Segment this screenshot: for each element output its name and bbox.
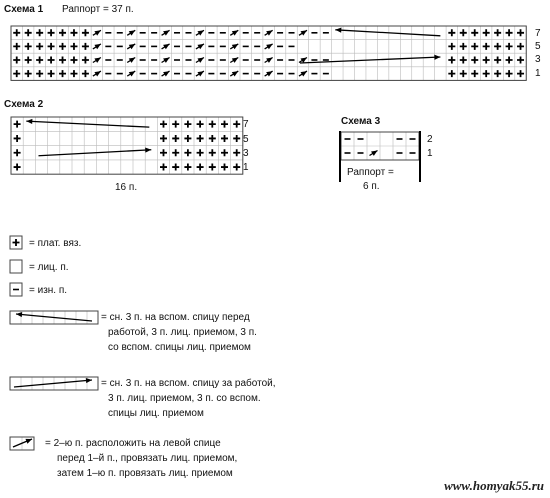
plat-symbol — [160, 135, 167, 142]
plat-symbol — [184, 164, 191, 171]
scheme2-row-label: 1 — [243, 162, 249, 173]
plat-symbol — [25, 70, 32, 77]
plat-symbol — [506, 43, 513, 50]
plat-symbol — [82, 57, 89, 64]
plat-symbol — [517, 43, 524, 50]
plat-symbol — [13, 43, 20, 50]
plat-symbol — [233, 135, 240, 142]
plat-symbol — [448, 70, 455, 77]
scheme1-repeat: Раппорт = 37 п. — [62, 4, 134, 15]
plat-symbol — [160, 121, 167, 128]
plat-symbol — [448, 29, 455, 36]
scheme3-chart — [341, 132, 419, 160]
plat-symbol — [172, 121, 179, 128]
scheme1-title: Схема 1 — [4, 4, 44, 15]
plat-symbol — [209, 164, 216, 171]
plat-symbol — [197, 164, 204, 171]
plat-symbol — [471, 70, 478, 77]
plat-symbol — [25, 29, 32, 36]
plat-symbol — [197, 121, 204, 128]
plat-symbol — [483, 57, 490, 64]
legend-cable-back-line: = сн. 3 п. на вспом. спицу за работой, — [101, 378, 276, 389]
plat-symbol — [460, 57, 467, 64]
scheme1-row-label: 1 — [535, 68, 541, 79]
legend-lic-text: = лиц. п. — [29, 262, 69, 273]
scheme3-row-label: 1 — [427, 148, 433, 159]
legend-cable-back-line: спицы лиц. приемом — [108, 408, 204, 419]
plat-symbol — [460, 43, 467, 50]
plat-symbol — [48, 29, 55, 36]
plat-symbol — [36, 43, 43, 50]
legend-cable-back-line: 3 п. лиц. приемом, 3 п. со вспом. — [108, 393, 261, 404]
plat-symbol — [59, 43, 66, 50]
plat-symbol — [70, 70, 77, 77]
plat-symbol — [197, 135, 204, 142]
cable-back-arrow — [300, 57, 440, 63]
legend-izn-text: = изн. п. — [29, 285, 68, 296]
plat-symbol — [184, 135, 191, 142]
plat-symbol — [483, 43, 490, 50]
plat-symbol — [448, 57, 455, 64]
scheme3-repeat-value: 6 п. — [363, 181, 380, 192]
plat-symbol — [70, 57, 77, 64]
plat-symbol — [483, 29, 490, 36]
plat-symbol — [209, 135, 216, 142]
cable-front-arrow-head — [335, 28, 341, 33]
plat-symbol — [48, 43, 55, 50]
plat-symbol — [494, 70, 501, 77]
plat-symbol — [13, 70, 20, 77]
scheme2-row-label: 5 — [243, 134, 249, 145]
site-watermark: www.homyak55.ru — [444, 478, 544, 493]
plat-symbol — [506, 29, 513, 36]
scheme1-row-label: 3 — [535, 54, 541, 65]
cable-front-arrow — [335, 30, 440, 36]
plat-symbol — [172, 164, 179, 171]
plat-symbol — [13, 29, 20, 36]
legend-cross-line: = 2–ю п. расположить на левой спице — [45, 438, 221, 449]
scheme2-width: 16 п. — [115, 182, 138, 193]
plat-symbol — [471, 43, 478, 50]
plat-symbol — [36, 29, 43, 36]
plat-symbol — [172, 149, 179, 156]
plat-symbol — [517, 57, 524, 64]
plat-symbol — [82, 70, 89, 77]
legend-cable-front-line: со вспом. спицы лиц. приемом — [108, 342, 251, 353]
plat-symbol — [233, 164, 240, 171]
plat-symbol — [36, 70, 43, 77]
plat-symbol — [506, 57, 513, 64]
plat-symbol — [494, 57, 501, 64]
plat-symbol — [471, 29, 478, 36]
plat-symbol — [209, 121, 216, 128]
legend-lic-box — [10, 260, 22, 273]
plat-symbol — [59, 29, 66, 36]
scheme1-row-label: 5 — [535, 41, 541, 52]
plat-symbol — [25, 43, 32, 50]
plat-symbol — [460, 29, 467, 36]
legend-plat-text: = плат. вяз. — [29, 238, 82, 249]
plat-symbol — [160, 149, 167, 156]
cable-back-arrow — [39, 150, 152, 156]
plat-symbol — [209, 149, 216, 156]
plat-symbol — [184, 149, 191, 156]
plat-symbol — [483, 70, 490, 77]
plat-symbol — [70, 29, 77, 36]
plat-symbol — [172, 135, 179, 142]
plat-symbol — [82, 29, 89, 36]
cable-back-arrow-head — [145, 147, 151, 152]
scheme2-row-label: 7 — [243, 119, 249, 130]
plat-symbol — [471, 57, 478, 64]
plat-symbol — [14, 121, 21, 128]
plat-symbol — [221, 135, 228, 142]
plat-symbol — [448, 43, 455, 50]
plat-symbol — [506, 70, 513, 77]
plat-symbol — [48, 57, 55, 64]
cable-front-arrow-head — [26, 119, 32, 124]
plat-symbol — [59, 70, 66, 77]
plat-symbol — [70, 43, 77, 50]
plat-symbol — [517, 29, 524, 36]
plat-symbol — [233, 149, 240, 156]
plat-symbol — [48, 70, 55, 77]
legend-cable-back-arrow — [14, 380, 92, 387]
scheme3-row-label: 2 — [427, 134, 433, 145]
plat-symbol — [59, 57, 66, 64]
plat-symbol — [494, 29, 501, 36]
plat-symbol — [36, 57, 43, 64]
plat-symbol — [14, 149, 21, 156]
plat-symbol — [460, 70, 467, 77]
plat-symbol — [14, 135, 21, 142]
scheme2-row-label: 3 — [243, 148, 249, 159]
scheme2-title: Схема 2 — [4, 99, 44, 110]
plat-symbol — [14, 164, 21, 171]
plat-symbol — [82, 43, 89, 50]
plat-symbol — [13, 239, 20, 246]
scheme1-row-label: 7 — [535, 28, 541, 39]
plat-symbol — [184, 121, 191, 128]
plat-symbol — [494, 43, 501, 50]
legend-cable-front-line: = сн. 3 п. на вспом. спицу перед — [101, 312, 250, 323]
plat-symbol — [25, 57, 32, 64]
cable-back-arrow-head — [434, 55, 440, 60]
legend-cable-front-line: работой, 3 п. лиц. приемом, 3 п. — [108, 327, 257, 338]
plat-symbol — [221, 164, 228, 171]
legend-cross-line: затем 1–ю п. провязать лиц. приемом — [57, 468, 233, 479]
plat-symbol — [517, 70, 524, 77]
plat-symbol — [233, 121, 240, 128]
plat-symbol — [13, 57, 20, 64]
cable-front-arrow — [26, 121, 149, 127]
plat-symbol — [160, 164, 167, 171]
plat-symbol — [197, 149, 204, 156]
legend-cross-line: перед 1–й п., провязать лиц. приемом, — [57, 453, 238, 464]
plat-symbol — [221, 149, 228, 156]
scheme3-repeat-label: Раппорт = — [347, 167, 394, 178]
scheme3-title: Схема 3 — [341, 116, 381, 127]
plat-symbol — [221, 121, 228, 128]
